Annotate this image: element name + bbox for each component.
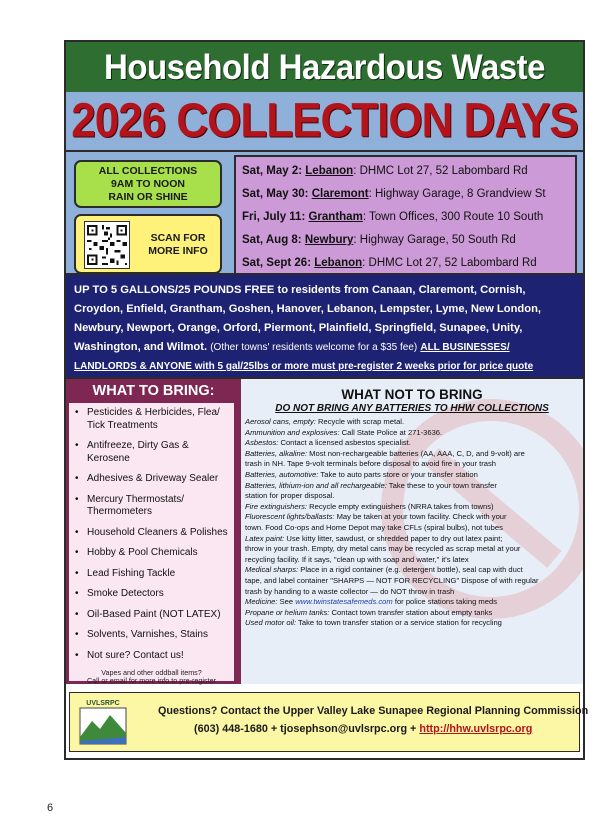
not-bring-item-text: May be taken at your town facility. Check with your bbox=[334, 512, 507, 522]
list-item: • Mercury Thermostats/ Thermometers bbox=[73, 494, 230, 519]
business-notice-2: LANDLORDS & ANYONE with 5 gal/25lbs or more must pre-register 2 weeks prior for price quote bbox=[74, 361, 534, 372]
hours-line-1: ALL COLLECTIONS bbox=[98, 164, 198, 177]
battery-warning: DO NOT BRING ANY BATTERIES TO HHW COLLECTIONS bbox=[275, 403, 549, 414]
not-bring-item-text: Recycle with scrap metal. bbox=[315, 417, 405, 426]
not-bring-item-label: Medical sharps: bbox=[245, 565, 299, 575]
scan-box bbox=[74, 214, 222, 274]
collection-location: : DHMC Lot 27, 52 Labombard Rd bbox=[362, 257, 537, 269]
bring-note-2: Call or email for more info to pre-register bbox=[86, 676, 217, 685]
not-bring-item-label: Batteries, lithium-ion and all rechargeable: bbox=[245, 480, 387, 490]
not-bring-line bbox=[245, 597, 579, 608]
not-bring-line bbox=[245, 608, 579, 619]
what-to-bring bbox=[66, 379, 241, 684]
not-bring-item-label: Aerosol cans, empty: bbox=[245, 417, 316, 426]
collection-row bbox=[242, 229, 569, 252]
not-bring-line bbox=[245, 512, 579, 523]
safemeds-link[interactable]: www.twinstatesafemeds.com bbox=[295, 597, 393, 607]
not-bring-item-text: recycling facility. If it says, "clean up with soap and water," it's latex bbox=[245, 554, 469, 564]
collection-row bbox=[242, 206, 569, 229]
not-bring-item-label: Batteries, automotive: bbox=[245, 469, 319, 479]
list-item: • Lead Fishing Tackle bbox=[73, 568, 230, 581]
list-item: • Oil-Based Paint (NOT LATEX) bbox=[73, 609, 230, 622]
free-disposal-notice bbox=[66, 273, 583, 379]
not-bring-line bbox=[245, 470, 579, 481]
not-bring-item-text: town. Food Co-ops and Home Depot may take CFLs (spiral bulbs), not tubes bbox=[245, 522, 503, 532]
list-item: • Antifreeze, Dirty Gas & Kerosene bbox=[73, 440, 230, 465]
not-bring-line bbox=[245, 491, 579, 502]
svg-text:UVLSRPC: UVLSRPC bbox=[86, 700, 120, 707]
not-bring-item-text: Contact a licensed asbestos specialist. bbox=[278, 438, 411, 448]
not-bring-item-label: Used motor oil: bbox=[245, 618, 297, 628]
what-to-bring-heading: WHAT TO BRING: bbox=[92, 383, 215, 399]
not-bring-item-label: Ammunition and explosives: bbox=[245, 427, 340, 437]
not-bring-item-label: Batteries, alkaline: bbox=[245, 448, 308, 458]
not-bring-line bbox=[245, 428, 579, 439]
collection-row bbox=[242, 160, 569, 183]
bring-list bbox=[69, 403, 234, 685]
not-bring-item-label: Asbestos: bbox=[245, 438, 279, 448]
hours-box bbox=[74, 160, 222, 208]
business-notice-1: ALL BUSINESSES/ bbox=[420, 342, 510, 353]
not-bring-line bbox=[245, 565, 579, 576]
what-not-to-bring bbox=[241, 379, 583, 684]
not-bring-line bbox=[245, 555, 579, 566]
uvlsrpc-logo bbox=[74, 697, 132, 747]
not-bring-item-text: See bbox=[277, 597, 296, 607]
not-bring-line bbox=[245, 587, 579, 598]
subtitle-bar bbox=[66, 92, 583, 152]
collection-location: : Town Offices, 300 Route 10 South bbox=[362, 211, 544, 223]
collection-town: Grantham bbox=[308, 211, 363, 223]
hours-line-2: 9AM TO NOON bbox=[111, 177, 185, 190]
not-bring-line bbox=[245, 544, 579, 555]
not-bring-item-text: tape, and label container "SHARPS — NOT FOR RECYCLING" Dispose of with regular bbox=[245, 575, 539, 585]
page-number: 6 bbox=[47, 802, 54, 814]
collection-location: : Highway Garage, 50 South Rd bbox=[353, 234, 516, 246]
not-bring-item-text: Place in a rigid container (e.g. detergent bottle), seal cap with duct bbox=[298, 565, 523, 575]
footer-question: Questions? Contact the Upper Valley Lake Sunapee Regional Planning Commission bbox=[158, 705, 589, 717]
footer-website-link[interactable]: http://hhw.uvlsrpc.org bbox=[419, 723, 533, 735]
not-bring-line bbox=[245, 417, 579, 428]
not-bring-item-text: station for proper disposal. bbox=[245, 491, 335, 501]
scan-line-1: SCAN FOR bbox=[150, 232, 206, 244]
collection-date: Fri, July 11: bbox=[242, 211, 306, 223]
collection-location: : Highway Garage, 8 Grandview St bbox=[368, 188, 546, 200]
collection-date: Sat, May 30: bbox=[242, 188, 309, 200]
not-bring-line bbox=[245, 481, 579, 492]
hours-line-3: RAIN OR SHINE bbox=[108, 190, 188, 203]
not-bring-item-label: Fluorescent lights/ballasts: bbox=[245, 512, 335, 522]
not-bring-item-text: Take to auto parts store or your transfer station bbox=[318, 469, 478, 479]
footer-phone-email: (603) 448-1680 + tjosephson@uvlsrpc.org + bbox=[194, 723, 420, 735]
collection-row bbox=[242, 183, 569, 206]
not-bring-item-label: Fire extinguishers: bbox=[245, 501, 308, 511]
not-bring-item-text: Use kitty litter, sawdust, or shredded paper to dry out latex paint; bbox=[284, 533, 503, 543]
not-bring-line bbox=[245, 459, 579, 470]
scan-text bbox=[138, 232, 218, 258]
not-bring-item-label: Medicine: bbox=[245, 597, 278, 607]
list-item: • Smoke Detectors bbox=[73, 588, 230, 601]
not-bring-item-text: Most non-rechargeable batteries (AA, AAA, C, D, and 9-volt) are bbox=[307, 448, 525, 458]
not-bring-line bbox=[245, 502, 579, 513]
not-bring-item-text: trash in NH. Tape 9-volt terminals before disposal to avoid fire in your trash bbox=[245, 459, 496, 469]
not-bring-list bbox=[241, 417, 583, 629]
free-main-text: UP TO 5 GALLONS/25 POUNDS FREE to residents from Canaan, Claremont, Cornish, Croydon, Enfield, Grantham, Goshen, Hanover, Lebanon, Lempster, Lyme, New London, Newbury, Newport, Orange, Orford, Piermont, Plainfield, Springfield, Sunapee, Unity, Washington, and Wilmot. bbox=[74, 284, 542, 353]
not-bring-line bbox=[245, 449, 579, 460]
collection-town: Claremont bbox=[311, 188, 369, 200]
not-bring-item-label: Latex paint: bbox=[245, 533, 285, 543]
list-item: • Not sure? Contact us! bbox=[73, 650, 230, 663]
flyer bbox=[64, 40, 589, 760]
collection-date: Sat, May 2: bbox=[242, 165, 303, 177]
qr-code-icon[interactable] bbox=[84, 221, 130, 269]
bring-note-1: Vapes and other oddball items? bbox=[101, 668, 202, 677]
not-bring-item-text: Recycle empty extinguishers (NRRA takes from towns) bbox=[307, 501, 494, 511]
collection-town: Lebanon bbox=[314, 257, 363, 269]
not-bring-item-text: for police stations taking meds bbox=[392, 597, 497, 607]
list-item: • Solvents, Varnishes, Stains bbox=[73, 629, 230, 642]
collection-date: Sat, Aug 8: bbox=[242, 234, 302, 246]
not-bring-line bbox=[245, 523, 579, 534]
not-bring-item-text: throw in your trash. Empty, dry metal cans may be recycled as scrap metal at your bbox=[245, 544, 521, 554]
collection-location: : DHMC Lot 27, 52 Labombard Rd bbox=[353, 165, 528, 177]
flyer-title: Household Hazardous Waste bbox=[103, 46, 545, 87]
not-bring-item-text: trash by handing to a waste collector — do NOT throw in trash bbox=[245, 586, 455, 596]
flyer-subtitle: 2026 COLLECTION DAYS bbox=[71, 93, 578, 148]
title-bar bbox=[66, 42, 583, 92]
not-bring-line bbox=[245, 534, 579, 545]
scan-line-2: MORE INFO bbox=[148, 245, 208, 257]
collection-date: Sat, Sept 26: bbox=[242, 257, 312, 269]
list-item: • Household Cleaners & Polishes bbox=[73, 527, 230, 540]
not-bring-item-text: Call State Police at 271-3636. bbox=[339, 427, 443, 437]
not-bring-item-text: Contact town transfer station about empty tanks bbox=[329, 607, 493, 617]
list-item: • Hobby & Pool Chemicals bbox=[73, 547, 230, 560]
contact-footer bbox=[69, 692, 589, 752]
collection-row bbox=[242, 252, 569, 275]
collection-town: Lebanon bbox=[305, 165, 354, 177]
not-bring-line bbox=[245, 438, 579, 449]
list-item: • Pesticides & Herbicides, Flea/ Tick Treatments bbox=[73, 407, 230, 432]
not-bring-item-text: Take these to your town transfer bbox=[386, 480, 497, 490]
list-item: • Adhesives & Driveway Sealer bbox=[73, 473, 230, 486]
other-towns-fee: (Other towns' residents welcome for a $35 fee) bbox=[210, 342, 418, 353]
not-bring-item-label: Propane or helium tanks: bbox=[245, 607, 330, 617]
not-bring-item-text: Take to town transfer station or a service station for recycling bbox=[296, 618, 502, 628]
footer-contact bbox=[194, 723, 532, 735]
not-bring-line bbox=[245, 576, 579, 587]
collection-town: Newbury bbox=[304, 234, 354, 246]
collection-dates bbox=[234, 155, 577, 277]
not-bring-line bbox=[245, 618, 579, 629]
what-not-to-bring-heading: WHAT NOT TO BRING bbox=[341, 387, 483, 402]
